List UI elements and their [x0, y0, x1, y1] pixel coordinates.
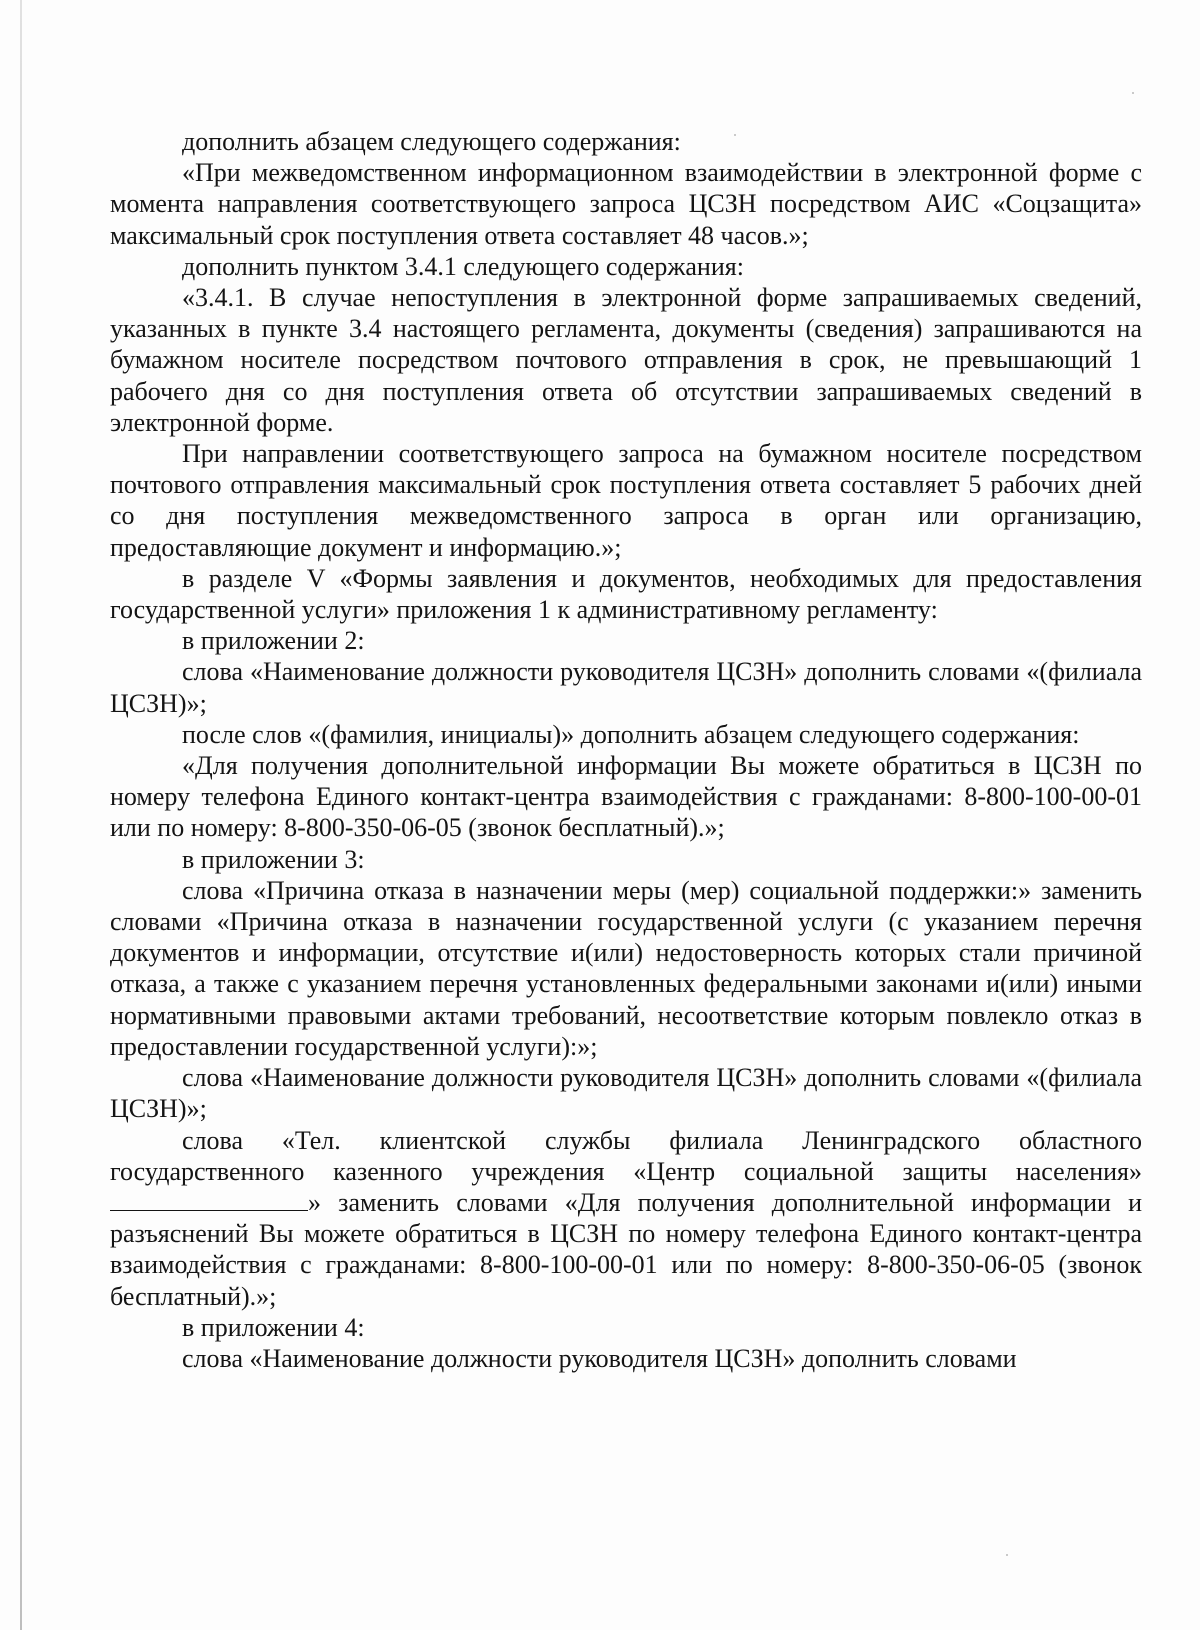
fill-in-blank-line	[110, 1188, 308, 1211]
document-body	[110, 126, 1142, 1374]
paragraph-14-before-blank: слова «Тел. клиентской службы филиала Ленинградского областного государственного казенного учреждения «Центр социальной защиты населения»	[110, 1125, 1142, 1186]
scan-speck	[734, 134, 736, 136]
scan-edge-shadow	[20, 0, 22, 1630]
paragraph-15: в приложении 4:	[182, 1312, 365, 1342]
paragraph-5: При направлении соответствующего запроса на бумажном носителе посредством почтового отправления максимальный срок поступления ответа составляет 5 рабочих дней со дня поступления межведомственного запроса в орган или организацию, предоставляющие документ и информацию.»;	[110, 439, 1142, 562]
paragraph-12: слова «Причина отказа в назначении меры (мер) социальной поддержки:» заменить словами «Причина отказа в назначении государственной услуги (с указанием перечня документов и информации, отсутствие и(или) недостоверность которых стали причиной отказа, а также с указанием перечня установленных федеральными законами и(или) иными нормативными правовыми актами требований, несоответствие которым повлекло отказ в предоставлении государственной услуги):»;	[110, 875, 1142, 1061]
paragraph-10: «Для получения дополнительной информации Вы можете обратиться в ЦСЗН по номеру телефона Единого контакт-центра взаимодействия с гражданами: 8-800-100-00-01 или по номеру: 8-800-350-06-05 (звонок бесплатный).»;	[110, 751, 1142, 843]
paragraph-14-after-blank: » заменить словами «Для получения дополнительной информации и разъяснений Вы можете обратиться в ЦСЗН по номеру телефона Единого контакт-центра взаимодействия с гражданами: 8-800-100-00-01 или по номеру: 8-800-350-06-05 (звонок бесплатный).»;	[110, 1187, 1142, 1311]
paragraph-9: после слов «(фамилия, инициалы)» дополнить абзацем следующего содержания:	[182, 719, 1080, 749]
paragraph-11: в приложении 3:	[182, 844, 365, 874]
paragraph-6: в разделе V «Формы заявления и документов, необходимых для предоставления государственной услуги» приложения 1 к административному регламенту:	[110, 563, 1142, 625]
paragraph-8: слова «Наименование должности руководителя ЦСЗН» дополнить словами «(филиала ЦСЗН)»;	[110, 657, 1142, 718]
paragraph-1: дополнить абзацем следующего содержания:	[182, 127, 681, 156]
paragraph-3: дополнить пунктом 3.4.1 следующего содержания:	[182, 251, 744, 281]
scan-speck	[1006, 1554, 1008, 1556]
paragraph-14	[110, 1125, 1142, 1312]
paragraph-4: «3.4.1. В случае непоступления в электронной форме запрашиваемых сведений, указанных в пункте 3.4 настоящего регламента, документы (сведения) запрашиваются на бумажном носителе посредством почтового отправления в срок, не превышающий 1 рабочего дня со дня поступления ответа об отсутствии запрашиваемых сведений в электронной форме.	[110, 283, 1142, 437]
paragraph-13: слова «Наименование должности руководителя ЦСЗН» дополнить словами «(филиала ЦСЗН)»;	[110, 1063, 1142, 1124]
paragraph-7: в приложении 2:	[182, 626, 365, 656]
paragraph-16: слова «Наименование должности руководителя ЦСЗН» дополнить словами	[182, 1343, 1017, 1373]
paragraph-2: «При межведомственном информационном взаимодействии в электронной форме с момента направления соответствующего запроса ЦСЗН посредством АИС «Соцзащита» максимальный срок поступления ответа составляет 48 часов.»;	[110, 158, 1142, 250]
scan-speck	[1132, 92, 1134, 94]
